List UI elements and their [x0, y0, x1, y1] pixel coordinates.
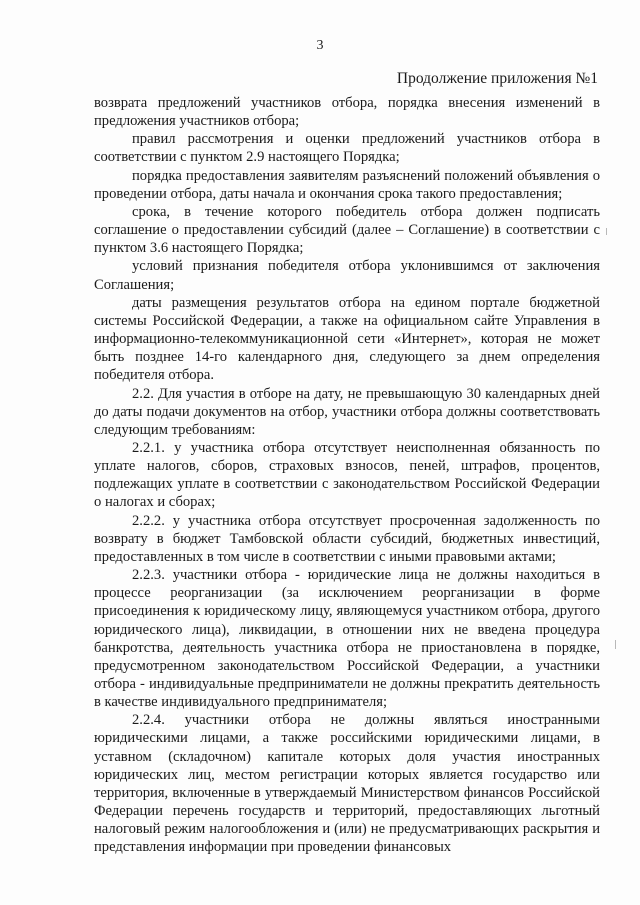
- paragraph: 2.2.1. у участника отбора отсутствует неисполненная обязанность по уплате налогов, сборов, страховых взносов, пеней, штрафов, процентов, подлежащих уплате в соответствии с законодательством Российской Федерации о налогах и сборах;: [94, 439, 600, 511]
- paragraph: правил рассмотрения и оценки предложений участников отбора в соответствии с пунктом 2.9 настоящего Порядка;: [94, 131, 600, 166]
- appendix-continuation-note: Продолжение приложения №1: [396, 70, 598, 87]
- scan-artifact: [615, 640, 616, 649]
- paragraph: 2.2. Для участия в отборе на дату, не превышающую 30 календарных дней до даты подачи документов на отбор, участники отбора должны соответствовать следующим требованиям:: [94, 385, 600, 438]
- page-number: 3: [316, 38, 324, 53]
- scan-artifact: [606, 228, 607, 235]
- paragraph: 2.2.4. участники отбора не должны являться иностранными юридическими лицами, а также российскими юридическими лицами, в уставном (складочном) капитале которых доля участия иностранных юридических лиц, местом регистрации которых является государство или территория, включенные в утверждаемый Министерством финансов Российской Федерации перечень государств и территорий, предоставляющих льготный налоговый режим налогообложения и (или) не предусматривающих раскрытия и представления информации при проведении финансовых: [94, 712, 600, 856]
- document-body: [94, 94, 600, 857]
- paragraph: 2.2.2. у участника отбора отсутствует просроченная задолженность по возврату в бюджет Тамбовской области субсидий, бюджетных инвестиций, предоставленных в том числе в соответствии с иными правовыми актами;: [94, 512, 600, 565]
- paragraph: порядка предоставления заявителям разъяснений положений объявления о проведении отбора, даты начала и окончания срока такого предоставления;: [94, 167, 600, 202]
- paragraph: возврата предложений участников отбора, порядка внесения изменений в предложения участников отбора;: [94, 95, 600, 130]
- paragraph: условий признания победителя отбора уклонившимся от заключения Соглашения;: [94, 258, 600, 293]
- paragraph: срока, в течение которого победитель отбора должен подписать соглашение о предоставлении субсидий (далее – Соглашение) в соответствии с пунктом 3.6 настоящего Порядка;: [94, 203, 600, 257]
- paragraph: даты размещения результатов отбора на едином портале бюджетной системы Российской Федерации, а также на официальном сайте Управления в информационно-телекоммуникационной сети «Интернет», которая не может быть позднее 14-го календарного дня, следующего за днем определения победителя отбора.: [94, 294, 600, 384]
- paragraph: 2.2.3. участники отбора - юридические лица не должны находиться в процессе реорганизации (за исключением реорганизации в форме присоединения к юридическому лицу, являющемуся участником отбора, другого юридического лица), ликвидации, в отношении них не введена процедура банкротства, деятельность участника отбора не приостановлена в порядке, предусмотренном законодательством Российской Федерации, а участники отбора - индивидуальные предприниматели не должны прекратить деятельность в качестве индивидуального предпринимателя;: [94, 567, 600, 711]
